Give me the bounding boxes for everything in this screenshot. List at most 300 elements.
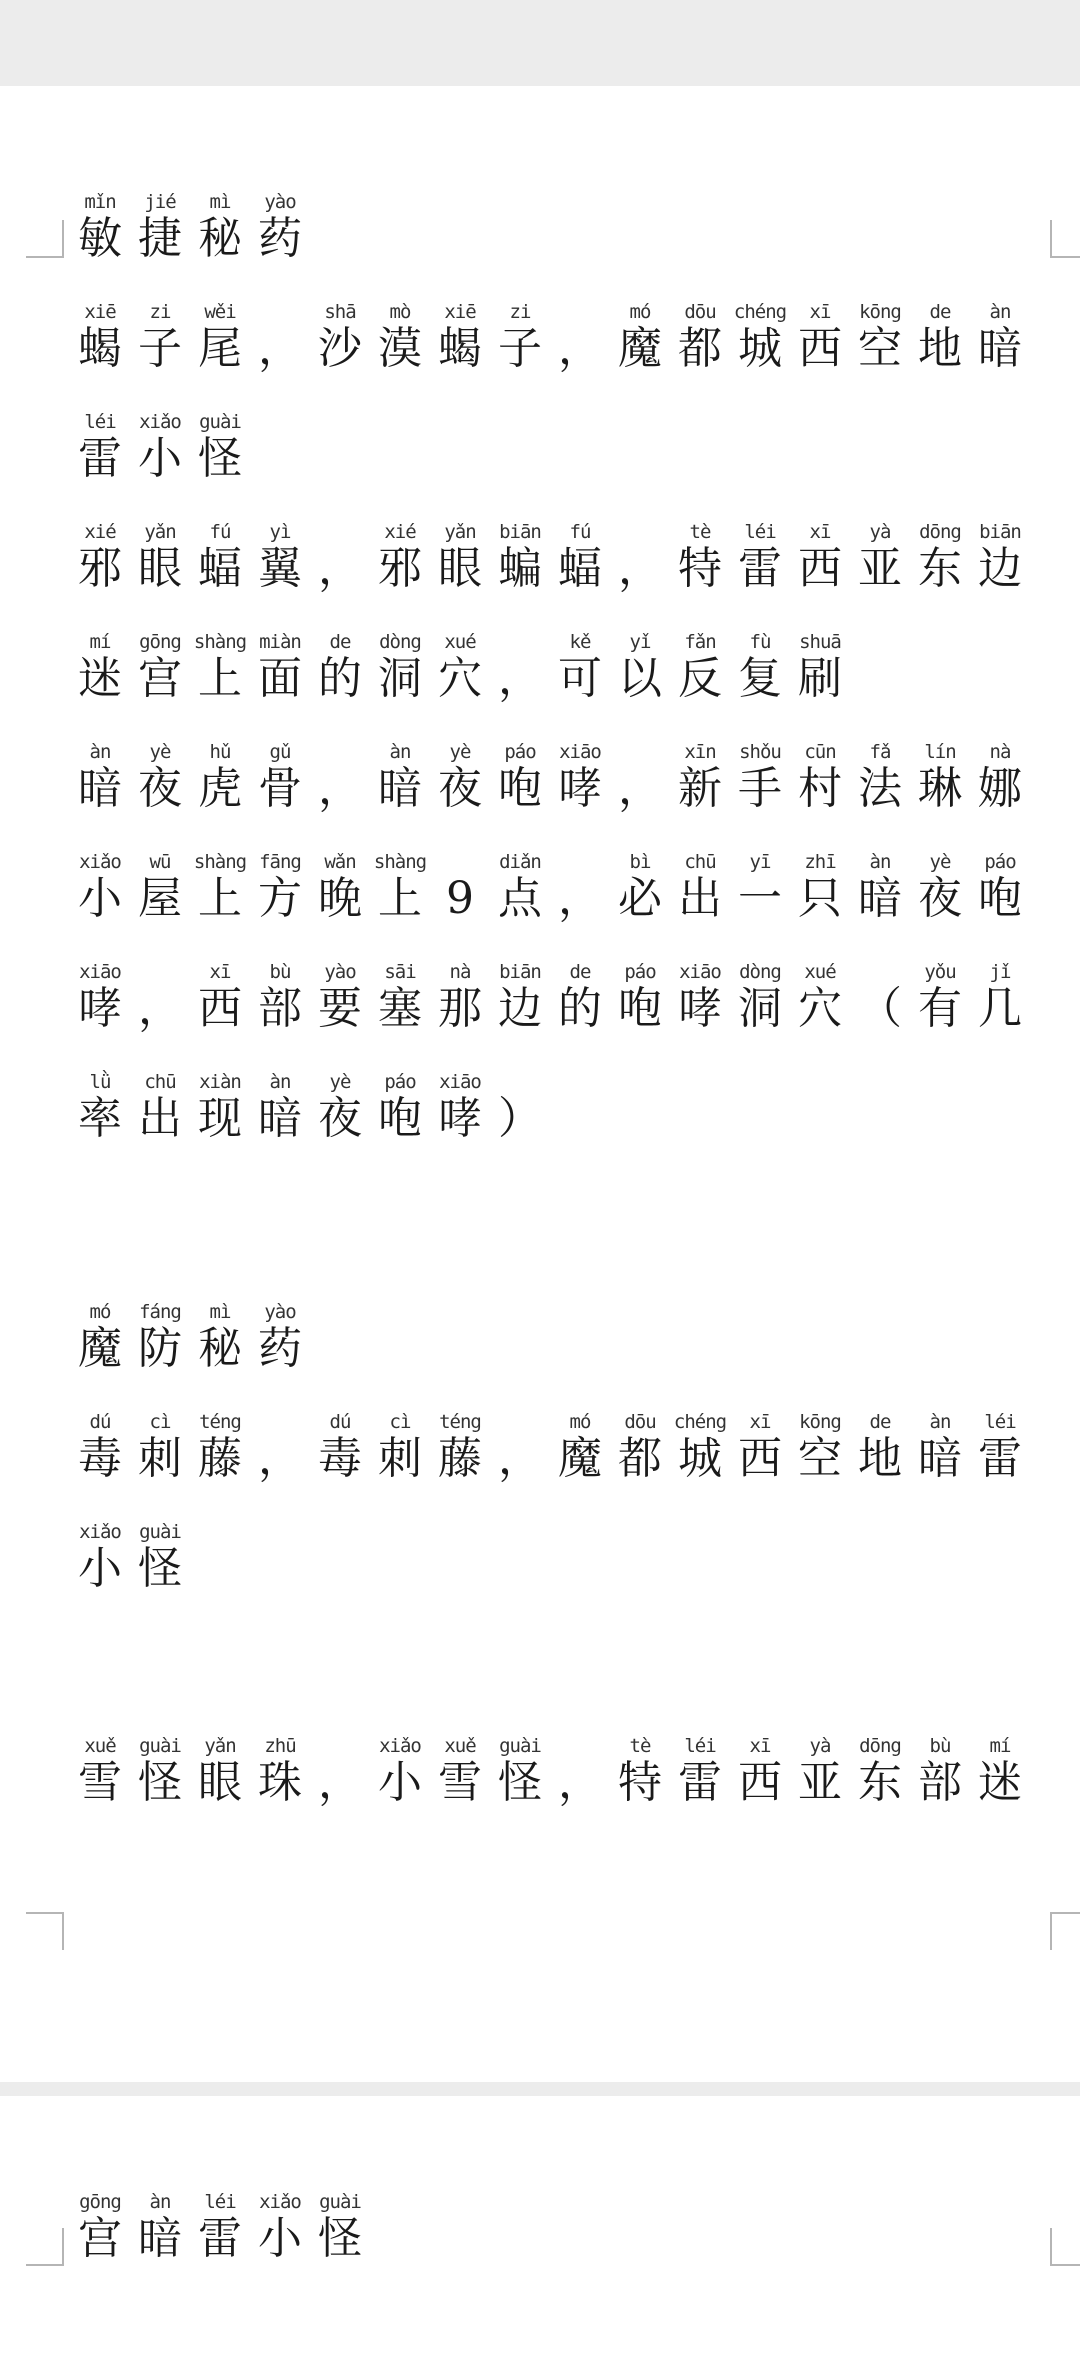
hanzi-character: 沙: [318, 323, 362, 374]
pinyin-annotation: téng: [199, 1411, 241, 1433]
pinyin-annotation: xiāo: [79, 961, 121, 983]
hanzi-character: 出: [678, 873, 722, 924]
hanzi-character: 魔: [78, 1323, 122, 1374]
hanzi-character: 上: [198, 873, 242, 924]
ruby-character: [550, 1410, 610, 1484]
ruby-character: [430, 520, 490, 594]
hanzi-character: 空: [858, 323, 902, 374]
ruby-character: [430, 630, 490, 704]
ruby-character: [430, 1070, 490, 1144]
hanzi-character: 面: [258, 653, 302, 704]
ruby-character: [190, 1410, 250, 1484]
ruby-character: [250, 1734, 310, 1808]
hanzi-character: 琳: [918, 763, 962, 814]
pinyin-annotation: biān: [499, 961, 541, 983]
hanzi-character: 东: [858, 1757, 902, 1808]
pinyin-annotation: hǔ: [209, 741, 231, 763]
pinyin-annotation: xīn: [684, 741, 716, 763]
punctuation: [850, 960, 910, 1034]
ruby-character: [910, 850, 970, 924]
hanzi-character: 暗: [858, 873, 902, 924]
pinyin-annotation: dōng: [859, 1735, 901, 1757]
hanzi-character: 地: [918, 323, 962, 374]
punctuation: [610, 520, 670, 594]
hanzi-character: 小: [78, 1543, 122, 1594]
ruby-character: [790, 520, 850, 594]
ruby-character: [550, 630, 610, 704]
ruby-character: [430, 1734, 490, 1808]
text-line: [70, 190, 310, 264]
punctuation: [130, 960, 190, 1034]
ruby-character: [70, 740, 130, 814]
ruby-character: [610, 300, 670, 374]
pinyin-annotation: wǎn: [324, 851, 356, 873]
pinyin-annotation: zi: [509, 301, 531, 323]
ruby-character: [130, 520, 190, 594]
pinyin-annotation: de: [569, 961, 591, 983]
hanzi-character: 邪: [378, 543, 422, 594]
pinyin-annotation: mò: [389, 301, 411, 323]
ruby-character: [670, 300, 730, 374]
ruby-character: [430, 1410, 490, 1484]
pinyin-annotation: guài: [199, 411, 241, 433]
ruby-character: [490, 960, 550, 1034]
ruby-character: [610, 1734, 670, 1808]
pinyin-annotation: diǎn: [499, 851, 541, 873]
hanzi-character: 西: [198, 983, 242, 1034]
hanzi-character: 塞: [378, 983, 422, 1034]
hanzi-character: 雷: [678, 1757, 722, 1808]
ruby-character: [70, 1520, 130, 1594]
hanzi-character: 亚: [858, 543, 902, 594]
ruby-character: [730, 630, 790, 704]
pinyin-annotation: léi: [744, 521, 776, 543]
pinyin-annotation: yào: [264, 1301, 296, 1323]
hanzi-character: 宫: [78, 2213, 122, 2264]
pinyin-annotation: àn: [929, 1411, 951, 1433]
hanzi-character: 都: [618, 1433, 662, 1484]
hanzi-character: 咆: [498, 763, 542, 814]
punctuation: [310, 740, 370, 814]
ruby-character: [370, 630, 430, 704]
pinyin-annotation: shuā: [799, 631, 841, 653]
pinyin-annotation: zhī: [804, 851, 836, 873]
ruby-character: [670, 850, 730, 924]
ruby-character: [370, 520, 430, 594]
hanzi-character: 咆: [378, 1093, 422, 1144]
pinyin-annotation: àn: [989, 301, 1011, 323]
hanzi-character: 洞: [378, 653, 422, 704]
pinyin-annotation: mó: [629, 301, 651, 323]
hanzi-character: 怪: [138, 1543, 182, 1594]
pinyin-annotation: zhū: [264, 1735, 296, 1757]
hanzi-character: 反: [678, 653, 722, 704]
ruby-character: [670, 1734, 730, 1808]
ruby-character: [310, 1410, 370, 1484]
hanzi-character: ，: [258, 1433, 302, 1484]
pinyin-annotation: bù: [929, 1735, 951, 1757]
ruby-character: [490, 740, 550, 814]
ruby-character: [130, 630, 190, 704]
pinyin-annotation: chéng: [733, 301, 787, 323]
ruby-character: [730, 850, 790, 924]
hanzi-character: 法: [858, 763, 902, 814]
hanzi-character: 复: [738, 653, 782, 704]
pinyin-annotation: yī: [749, 851, 771, 873]
hanzi-character: 眼: [198, 1757, 242, 1808]
pinyin-annotation: fǎ: [869, 741, 891, 763]
pinyin-annotation: fǎn: [684, 631, 716, 653]
ruby-character: [250, 1070, 310, 1144]
hanzi-character: 怪: [198, 433, 242, 484]
pinyin-annotation: dòng: [379, 631, 421, 653]
hanzi-character: 珠: [258, 1757, 302, 1808]
pinyin-annotation: kōng: [799, 1411, 841, 1433]
pinyin-annotation: chū: [144, 1071, 176, 1093]
hanzi-character: 西: [738, 1433, 782, 1484]
ruby-character: [370, 960, 430, 1034]
hanzi-character: 新: [678, 763, 722, 814]
crop-mark-top-left: [26, 2228, 64, 2266]
text-line: [70, 2190, 370, 2264]
text-line: [70, 850, 1030, 924]
ruby-character: [430, 960, 490, 1034]
ruby-character: [790, 740, 850, 814]
hanzi-character: 都: [678, 323, 722, 374]
pinyin-annotation: dòng: [739, 961, 781, 983]
pinyin-annotation: jié: [144, 191, 176, 213]
hanzi-character: 翼: [258, 543, 302, 594]
ruby-character: [610, 1410, 670, 1484]
hanzi-character: ，: [318, 1757, 362, 1808]
hanzi-character: ，: [498, 1433, 542, 1484]
hanzi-character: 哮: [558, 763, 602, 814]
text-line: [70, 740, 1030, 814]
hanzi-character: 穴: [438, 653, 482, 704]
crop-mark-top-left: [26, 220, 64, 258]
hanzi-character: 部: [918, 1757, 962, 1808]
pinyin-annotation: zi: [149, 301, 171, 323]
hanzi-character: 夜: [318, 1093, 362, 1144]
hanzi-character: 暗: [138, 2213, 182, 2264]
pinyin-annotation: yè: [929, 851, 951, 873]
ruby-character: [970, 300, 1030, 374]
hanzi-character: 出: [138, 1093, 182, 1144]
ruby-character: [190, 630, 250, 704]
pinyin-annotation: chéng: [673, 1411, 727, 1433]
text-line: [70, 300, 1030, 374]
pinyin-annotation: wěi: [204, 301, 236, 323]
ruby-character: [70, 1410, 130, 1484]
hanzi-character: 一: [738, 873, 782, 924]
ruby-character: [370, 740, 430, 814]
crop-mark-bottom-left: [26, 1912, 64, 1950]
pinyin-annotation: wū: [149, 851, 171, 873]
pinyin-annotation: xiāo: [559, 741, 601, 763]
hanzi-character: 上: [198, 653, 242, 704]
crop-mark-top-right: [1050, 2228, 1080, 2266]
crop-mark-top-right: [1050, 220, 1080, 258]
ruby-character: [610, 630, 670, 704]
text-line: [70, 1410, 1030, 1484]
hanzi-character: 药: [258, 213, 302, 264]
hanzi-character: 手: [738, 763, 782, 814]
hanzi-character: 魔: [558, 1433, 602, 1484]
ruby-character: [850, 1734, 910, 1808]
pinyin-annotation: de: [329, 631, 351, 653]
ruby-character: [130, 1070, 190, 1144]
ruby-character: [490, 300, 550, 374]
ruby-character: [250, 960, 310, 1034]
pinyin-annotation: mí: [89, 631, 111, 653]
hanzi-character: 城: [678, 1433, 722, 1484]
ruby-character: [190, 410, 250, 484]
text-line: [70, 960, 1030, 1034]
pinyin-annotation: guài: [499, 1735, 541, 1757]
ruby-character: [670, 960, 730, 1034]
hanzi-character: ，: [618, 543, 662, 594]
hanzi-character: 夜: [138, 763, 182, 814]
hanzi-character: 怪: [138, 1757, 182, 1808]
pinyin-annotation: fāng: [259, 851, 301, 873]
pinyin-annotation: yà: [869, 521, 891, 543]
hanzi-character: 暗: [78, 763, 122, 814]
pinyin-annotation: yǒu: [924, 961, 956, 983]
ruby-character: [70, 1734, 130, 1808]
pinyin-annotation: xiǎo: [139, 411, 181, 433]
hanzi-character: 藤: [438, 1433, 482, 1484]
ruby-character: [190, 520, 250, 594]
pinyin-annotation: kōng: [859, 301, 901, 323]
pinyin-annotation: yǎn: [204, 1735, 236, 1757]
ruby-character: [970, 960, 1030, 1034]
ruby-character: [790, 300, 850, 374]
ruby-character: [730, 300, 790, 374]
hanzi-character: 蝎: [78, 323, 122, 374]
pinyin-annotation: cì: [149, 1411, 171, 1433]
text-line: [70, 410, 250, 484]
hanzi-character: 骨: [258, 763, 302, 814]
hanzi-character: 的: [318, 653, 362, 704]
pinyin-annotation: miàn: [259, 631, 301, 653]
pinyin-annotation: gōng: [79, 2191, 121, 2213]
hanzi-character: 眼: [138, 543, 182, 594]
pinyin-annotation: àn: [869, 851, 891, 873]
pinyin-annotation: dú: [329, 1411, 351, 1433]
ruby-character: [310, 960, 370, 1034]
hanzi-character: 哮: [78, 983, 122, 1034]
hanzi-character: 的: [558, 983, 602, 1034]
hanzi-character: 那: [438, 983, 482, 1034]
hanzi-character: 边: [498, 983, 542, 1034]
pinyin-annotation: xiāo: [679, 961, 721, 983]
ruby-character: [130, 300, 190, 374]
ruby-character: [910, 960, 970, 1034]
ruby-character: [490, 520, 550, 594]
ruby-character: [910, 300, 970, 374]
hanzi-character: 东: [918, 543, 962, 594]
ruby-character: [370, 300, 430, 374]
ruby-character: [130, 850, 190, 924]
pinyin-annotation: guài: [139, 1521, 181, 1543]
ruby-character: [370, 1410, 430, 1484]
ruby-character: [130, 410, 190, 484]
hanzi-character: 秘: [198, 1323, 242, 1374]
hanzi-character: 率: [78, 1093, 122, 1144]
ruby-character: [70, 520, 130, 594]
hanzi-character: 雷: [738, 543, 782, 594]
hanzi-character: 防: [138, 1323, 182, 1374]
pinyin-annotation: jǐ: [989, 961, 1011, 983]
hanzi-character: 眼: [438, 543, 482, 594]
ruby-character: [70, 850, 130, 924]
pinyin-annotation: cì: [389, 1411, 411, 1433]
pinyin-annotation: mǐn: [84, 191, 116, 213]
ruby-character: [250, 630, 310, 704]
ruby-character: [250, 740, 310, 814]
hanzi-character: 边: [978, 543, 1022, 594]
hanzi-character: 刺: [378, 1433, 422, 1484]
hanzi-character: 哮: [678, 983, 722, 1034]
hanzi-character: ，: [498, 653, 542, 704]
hanzi-character: 魔: [618, 323, 662, 374]
hanzi-character: 要: [318, 983, 362, 1034]
pinyin-annotation: xué: [804, 961, 836, 983]
hanzi-character: 特: [618, 1757, 662, 1808]
ruby-character: [670, 740, 730, 814]
hanzi-character: 暗: [258, 1093, 302, 1144]
pinyin-annotation: shàng: [193, 631, 247, 653]
hanzi-character: 屋: [138, 873, 182, 924]
hanzi-character: 以: [618, 653, 662, 704]
ruby-character: [730, 520, 790, 594]
hanzi-character: ，: [258, 323, 302, 374]
pinyin-annotation: guài: [139, 1735, 181, 1757]
pinyin-annotation: yà: [809, 1735, 831, 1757]
hanzi-character: 方: [258, 873, 302, 924]
pinyin-annotation: dōng: [919, 521, 961, 543]
hanzi-character: 点: [498, 873, 542, 924]
pinyin-annotation: lǜ: [89, 1071, 111, 1093]
hanzi-character: 雷: [198, 2213, 242, 2264]
ruby-character: [970, 740, 1030, 814]
ruby-character: [850, 1410, 910, 1484]
pinyin-annotation: chū: [684, 851, 716, 873]
ruby-character: [190, 190, 250, 264]
punctuation: [430, 850, 490, 924]
text-line: [70, 630, 850, 704]
pinyin-annotation: tè: [689, 521, 711, 543]
pinyin-annotation: nà: [449, 961, 471, 983]
text-line: [70, 1300, 310, 1374]
hanzi-character: 刺: [138, 1433, 182, 1484]
ruby-character: [70, 410, 130, 484]
pinyin-annotation: xiāo: [439, 1071, 481, 1093]
ruby-character: [730, 1410, 790, 1484]
ruby-character: [70, 1300, 130, 1374]
ruby-character: [430, 300, 490, 374]
pinyin-annotation: xuě: [84, 1735, 116, 1757]
ruby-character: [850, 850, 910, 924]
ruby-character: [670, 630, 730, 704]
hanzi-character: ）: [498, 1093, 542, 1144]
hanzi-character: 穴: [798, 983, 842, 1034]
pinyin-annotation: biān: [979, 521, 1021, 543]
hanzi-character: 城: [738, 323, 782, 374]
hanzi-character: 咆: [978, 873, 1022, 924]
hanzi-character: 迷: [78, 653, 122, 704]
pinyin-annotation: xiǎo: [79, 851, 121, 873]
ruby-character: [310, 850, 370, 924]
hanzi-character: 蝠: [198, 543, 242, 594]
pinyin-annotation: páo: [504, 741, 536, 763]
hanzi-character: 怪: [318, 2213, 362, 2264]
ruby-character: [910, 740, 970, 814]
ruby-character: [970, 1734, 1030, 1808]
pinyin-annotation: xiǎo: [79, 1521, 121, 1543]
ruby-character: [790, 630, 850, 704]
text-line: [70, 1520, 190, 1594]
hanzi-character: 暗: [918, 1433, 962, 1484]
ruby-character: [910, 1734, 970, 1808]
pinyin-annotation: yǎn: [144, 521, 176, 543]
ruby-character: [670, 1410, 730, 1484]
hanzi-character: 亚: [798, 1757, 842, 1808]
hanzi-character: 必: [618, 873, 662, 924]
punctuation: [550, 1734, 610, 1808]
hanzi-character: 小: [258, 2213, 302, 2264]
pinyin-annotation: xī: [809, 521, 831, 543]
ruby-character: [910, 520, 970, 594]
ruby-character: [70, 630, 130, 704]
ruby-character: [850, 520, 910, 594]
hanzi-character: 宫: [138, 653, 182, 704]
pinyin-annotation: gōng: [139, 631, 181, 653]
pinyin-annotation: gǔ: [269, 741, 291, 763]
hanzi-character: 空: [798, 1433, 842, 1484]
ruby-character: [130, 1300, 190, 1374]
ruby-character: [70, 2190, 130, 2264]
punctuation: [310, 520, 370, 594]
hanzi-character: 漠: [378, 323, 422, 374]
hanzi-character: 现: [198, 1093, 242, 1144]
ruby-character: [490, 1734, 550, 1808]
ruby-character: [430, 740, 490, 814]
pinyin-annotation: shàng: [193, 851, 247, 873]
pinyin-annotation: páo: [984, 851, 1016, 873]
hanzi-character: 秘: [198, 213, 242, 264]
ruby-character: [610, 960, 670, 1034]
pinyin-annotation: shǒu: [739, 741, 781, 763]
pinyin-annotation: léi: [984, 1411, 1016, 1433]
hanzi-character: 咆: [618, 983, 662, 1034]
ruby-character: [370, 1070, 430, 1144]
hanzi-character: 可: [558, 653, 602, 704]
crop-mark-bottom-right: [1050, 1912, 1080, 1950]
pinyin-annotation: páo: [384, 1071, 416, 1093]
ruby-character: [190, 2190, 250, 2264]
ruby-character: [790, 960, 850, 1034]
ruby-character: [130, 2190, 190, 2264]
ruby-character: [190, 850, 250, 924]
ruby-character: [130, 1734, 190, 1808]
ruby-character: [550, 960, 610, 1034]
pinyin-annotation: fáng: [139, 1301, 181, 1323]
pinyin-annotation: àn: [389, 741, 411, 763]
punctuation: [490, 1410, 550, 1484]
ruby-character: [310, 630, 370, 704]
pinyin-annotation: fú: [209, 521, 231, 543]
